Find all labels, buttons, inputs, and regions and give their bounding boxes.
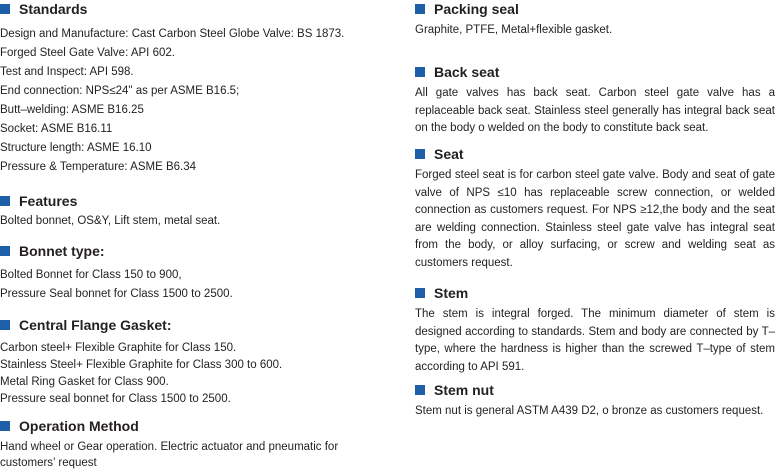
standards-line: Pressure & Temperature: ASME B6.34 [0, 161, 197, 173]
heading-bullet-icon [0, 421, 10, 431]
flange-line: Stainless Steel+ Flexible Graphite for Class 300 to 600. [0, 359, 283, 371]
stem-title: Stem [434, 285, 469, 301]
standards-title: Standards [19, 1, 88, 17]
standards-line: Forged Steel Gate Valve: API 602. [0, 47, 175, 59]
flange-line: Pressure seal bonnet for Class 1500 to 2500. [0, 393, 231, 405]
heading-bullet-icon [0, 246, 10, 256]
bonnet-heading [0, 242, 380, 260]
features-heading [0, 192, 380, 210]
heading-bullet-icon [415, 4, 425, 14]
features-section [0, 192, 380, 231]
seat-title: Seat [434, 146, 464, 162]
heading-bullet-icon [415, 385, 425, 395]
flange-line: Carbon steel+ Flexible Graphite for Class 150. [0, 342, 237, 354]
heading-bullet-icon [0, 196, 10, 206]
packing-title: Packing seal [434, 1, 519, 17]
operation-section [0, 417, 380, 471]
operation-heading [0, 417, 380, 435]
heading-bullet-icon [0, 320, 10, 330]
backseat-section [415, 63, 775, 138]
flange-title: Central Flange Gasket: [19, 317, 172, 333]
backseat-heading [415, 63, 775, 81]
heading-bullet-icon [415, 288, 425, 298]
standards-line: Butt–welding: ASME B16.25 [0, 104, 144, 116]
bonnet-line: Bolted Bonnet for Class 150 to 900, [0, 269, 182, 281]
standards-line: Socket: ASME B16.11 [0, 123, 113, 135]
backseat-title: Back seat [434, 64, 500, 80]
stemnut-title: Stem nut [434, 382, 494, 398]
operation-line: Hand wheel or Gear operation. Electric actuator and pneumatic for [0, 441, 339, 453]
standards-line: Test and Inspect: API 598. [0, 66, 134, 78]
stemnut-text: Stem nut is general ASTM A439 D2, o bronze as customers request. [415, 405, 764, 417]
bonnet-section [0, 242, 380, 304]
operation-title: Operation Method [19, 418, 139, 434]
stem-section [415, 284, 775, 376]
packing-heading [415, 0, 775, 18]
standards-section [0, 0, 380, 177]
bonnet-line: Pressure Seal bonnet for Class 1500 to 2500. [0, 288, 233, 300]
flange-heading [0, 316, 380, 334]
heading-bullet-icon [415, 149, 425, 159]
standards-line: Design and Manufacture: Cast Carbon Steel Globe Valve: BS 1873. [0, 28, 345, 40]
packing-section [415, 0, 775, 40]
operation-line: customers’ request [0, 457, 97, 469]
features-line: Bolted bonnet, OS&Y, Lift stem, metal seat. [0, 215, 221, 227]
flange-section [0, 316, 380, 408]
stem-heading [415, 284, 775, 302]
standards-heading [0, 0, 380, 18]
flange-line: Metal Ring Gasket for Class 900. [0, 376, 169, 388]
seat-heading [415, 145, 775, 163]
seat-section [415, 145, 775, 272]
heading-bullet-icon [415, 67, 425, 77]
features-title: Features [19, 193, 78, 209]
stemnut-heading [415, 381, 775, 399]
bonnet-title: Bonnet type: [19, 243, 105, 259]
seat-text: Forged steel seat is for carbon steel gate valve. Body and seat of gate valve of NPS ≤10 has replaceable screw connection, or welded connection as customers request. For NPS ≥12,the body and the seat are welding connection. Stainless steel gate valve has integral seat from the body, or alloy surfacing, or screw and welding seat as customers request. [415, 169, 775, 269]
stemnut-section [415, 381, 775, 421]
stem-text: The stem is integral forged. The minimum diameter of stem is designed according to standards. Stem and body are connected by T–type, where the hardness is higher than the screwed T–type of stem according to API 591. [415, 308, 775, 373]
heading-bullet-icon [0, 4, 10, 14]
standards-line: Structure length: ASME 16.10 [0, 142, 152, 154]
standards-line: End connection: NPS≤24" as per ASME B16.5; [0, 85, 240, 97]
backseat-text: All gate valves has back seat. Carbon steel gate valve has a replaceable back seat. Stainless steel generally has integral back seat on the body o welded on the body to constitute back seat. [415, 87, 775, 134]
packing-text: Graphite, PTFE, Metal+flexible gasket. [415, 24, 613, 36]
